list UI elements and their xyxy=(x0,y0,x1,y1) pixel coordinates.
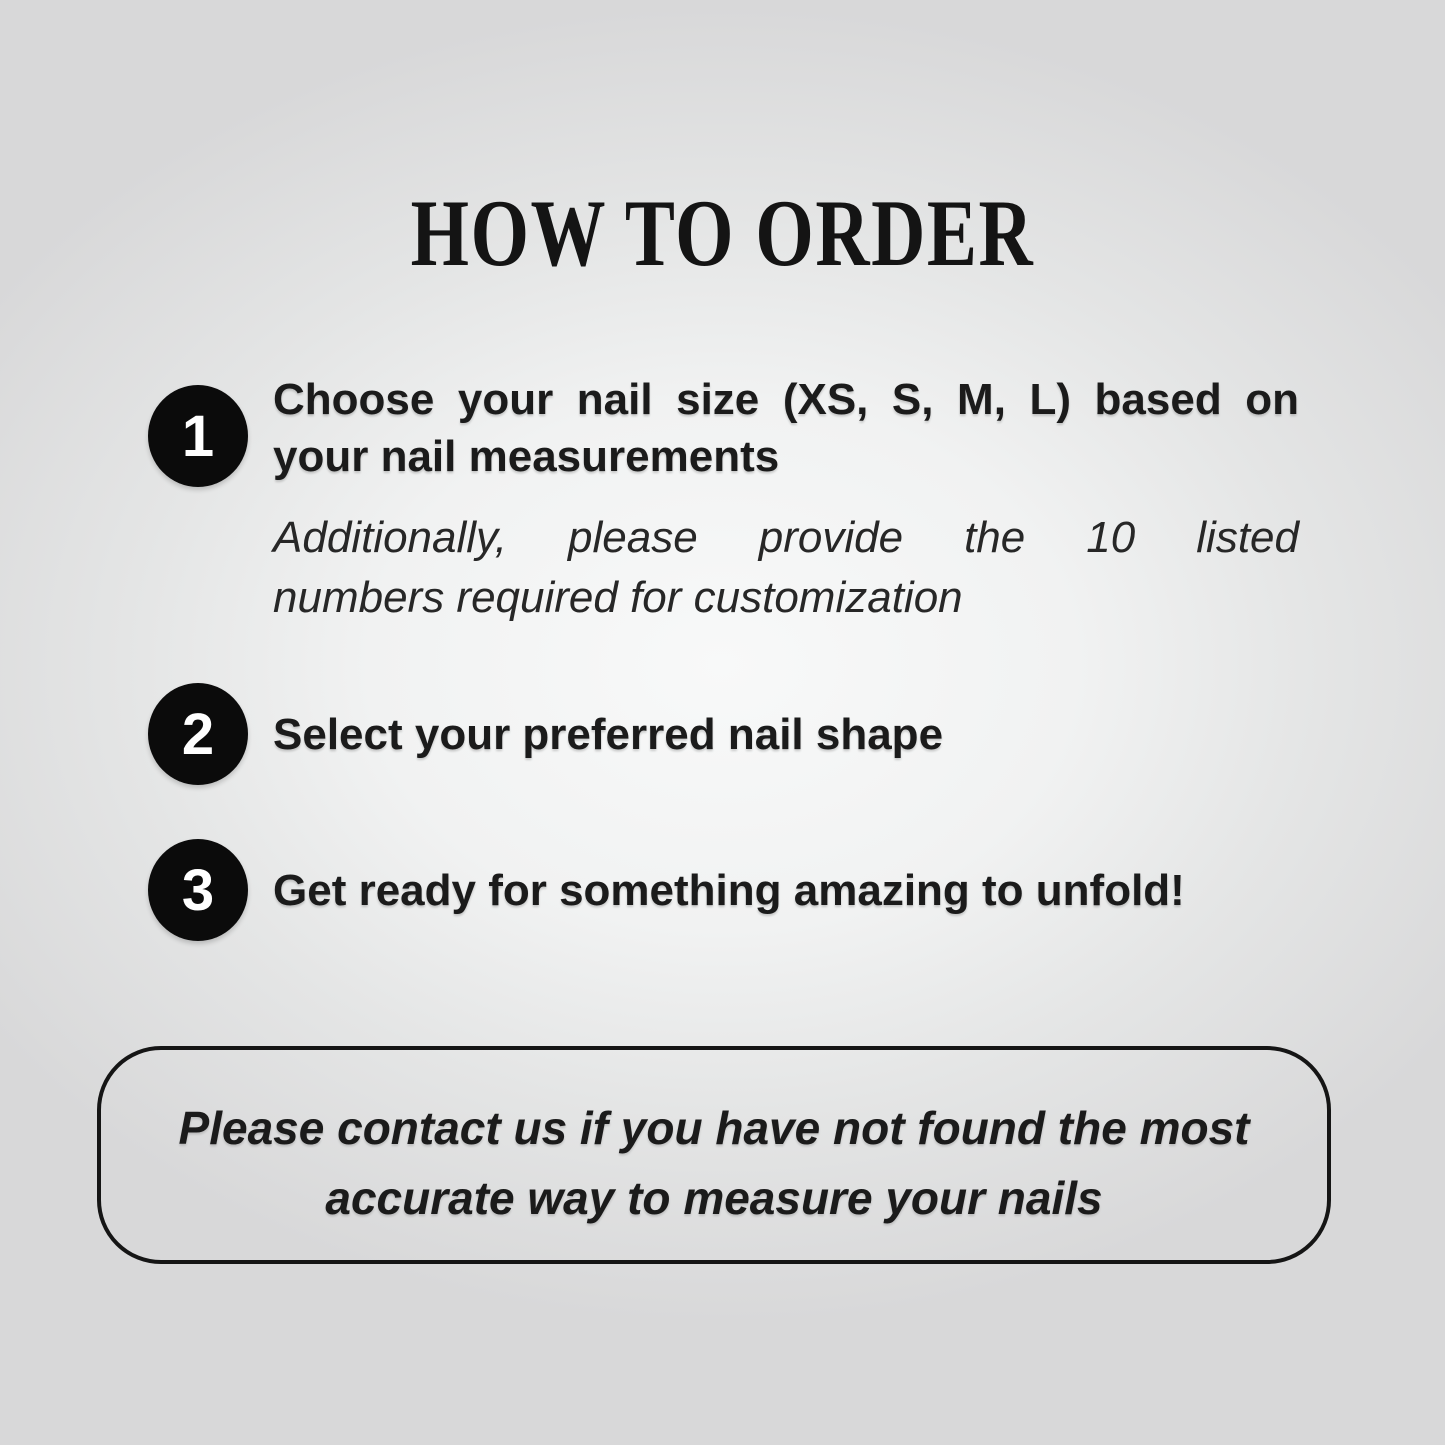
step-3-number: 3 xyxy=(181,857,215,923)
step-3-heading-line-1: Get ready for something amazing to unfold! xyxy=(273,866,1185,915)
step-1-note-line-2: numbers required for customization xyxy=(273,573,963,622)
contact-note-box xyxy=(97,1046,1331,1264)
step-1-number: 1 xyxy=(181,403,215,469)
step-1-heading xyxy=(273,371,1299,485)
step-1-heading-line-2: your nail measurements xyxy=(273,432,780,481)
step-1-note-line-1: Additionally, please provide the 10 listed xyxy=(273,513,1299,562)
step-3-number-badge xyxy=(148,839,248,941)
contact-note-line-1: Please contact us if you have not found the most xyxy=(178,1102,1250,1154)
step-1-number-badge xyxy=(148,385,248,487)
step-1-heading-line-1: Choose your nail size (XS, S, M, L) based on xyxy=(273,375,1299,424)
step-2-heading xyxy=(273,705,1299,765)
page-title: HOW TO ORDER xyxy=(410,180,1035,286)
contact-note-line-2: accurate way to measure your nails xyxy=(325,1172,1103,1224)
step-3-heading xyxy=(273,861,1299,921)
step-2-heading-line-1: Select your preferred nail shape xyxy=(273,710,944,759)
step-2-number: 2 xyxy=(181,701,215,767)
step-2-number-badge xyxy=(148,683,248,785)
step-1-note xyxy=(273,508,1299,628)
